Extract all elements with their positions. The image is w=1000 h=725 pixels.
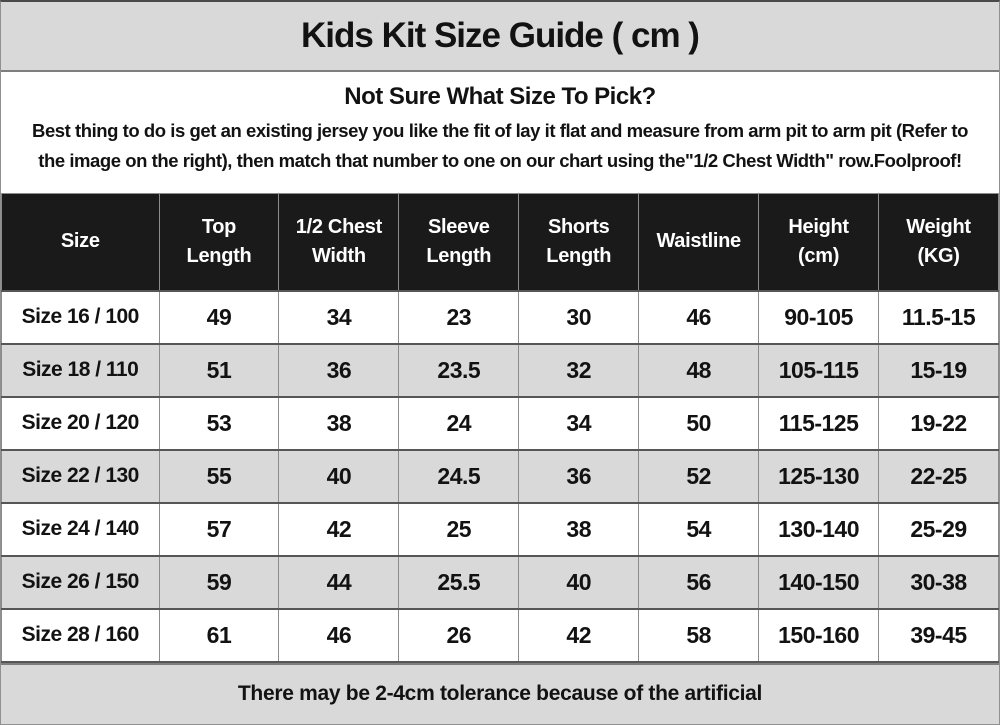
value-cell: 34 — [519, 397, 639, 450]
value-cell: 46 — [639, 291, 759, 344]
table-row — [2, 450, 999, 503]
size-cell: Size 24 / 140 — [2, 503, 160, 556]
value-cell: 30-38 — [879, 556, 999, 609]
col-header-shorts-length: Shorts Length — [519, 194, 639, 291]
value-cell: 40 — [519, 556, 639, 609]
value-cell: 11.5-15 — [879, 291, 999, 344]
value-cell: 59 — [159, 556, 279, 609]
value-cell: 25.5 — [399, 556, 519, 609]
value-cell: 48 — [639, 344, 759, 397]
value-cell: 25-29 — [879, 503, 999, 556]
col-header-size: Size — [2, 194, 160, 291]
table-row — [2, 609, 999, 662]
size-cell: Size 18 / 110 — [2, 344, 160, 397]
value-cell: 38 — [519, 503, 639, 556]
value-cell: 52 — [639, 450, 759, 503]
footer-text: There may be 2-4cm tolerance because of the artificial — [237, 682, 763, 706]
value-cell: 61 — [159, 609, 279, 662]
size-cell: Size 16 / 100 — [2, 291, 160, 344]
value-cell: 38 — [279, 397, 399, 450]
value-cell: 125-130 — [759, 450, 879, 503]
table-row — [2, 556, 999, 609]
intro-section — [1, 72, 999, 193]
value-cell: 56 — [639, 556, 759, 609]
col-header-weight: Weight (KG) — [879, 194, 999, 291]
value-cell: 55 — [159, 450, 279, 503]
value-cell: 115-125 — [759, 397, 879, 450]
col-header-waistline: Waistline — [639, 194, 759, 291]
table-row — [2, 291, 999, 344]
size-cell: Size 26 / 150 — [2, 556, 160, 609]
value-cell: 42 — [279, 503, 399, 556]
value-cell: 140-150 — [759, 556, 879, 609]
value-cell: 24 — [399, 397, 519, 450]
value-cell: 34 — [279, 291, 399, 344]
value-cell: 25 — [399, 503, 519, 556]
value-cell: 57 — [159, 503, 279, 556]
value-cell: 15-19 — [879, 344, 999, 397]
col-header-height: Height (cm) — [759, 194, 879, 291]
value-cell: 130-140 — [759, 503, 879, 556]
col-header-chest-width: 1/2 Chest Width — [279, 194, 399, 291]
value-cell: 54 — [639, 503, 759, 556]
size-cell: Size 28 / 160 — [2, 609, 160, 662]
value-cell: 23 — [399, 291, 519, 344]
value-cell: 32 — [519, 344, 639, 397]
value-cell: 44 — [279, 556, 399, 609]
value-cell: 51 — [159, 344, 279, 397]
size-cell: Size 20 / 120 — [2, 397, 160, 450]
value-cell: 42 — [519, 609, 639, 662]
table-row — [2, 344, 999, 397]
value-cell: 22-25 — [879, 450, 999, 503]
value-cell: 36 — [279, 344, 399, 397]
intro-heading: Not Sure What Size To Pick? — [344, 83, 656, 110]
value-cell: 90-105 — [759, 291, 879, 344]
table-row — [2, 397, 999, 450]
value-cell: 39-45 — [879, 609, 999, 662]
intro-body: Best thing to do is get an existing jersey you like the fit of lay it flat and measure from arm pit to arm pit (Refer to the image on the right), then match that number to one on our chart using the"1/2 Chest Width" row.Foolproof! — [32, 120, 968, 171]
value-cell: 58 — [639, 609, 759, 662]
table-row — [2, 503, 999, 556]
value-cell: 40 — [279, 450, 399, 503]
value-cell: 46 — [279, 609, 399, 662]
value-cell: 105-115 — [759, 344, 879, 397]
value-cell: 53 — [159, 397, 279, 450]
col-header-top-length: Top Length — [159, 194, 279, 291]
value-cell: 19-22 — [879, 397, 999, 450]
size-cell: Size 22 / 130 — [2, 450, 160, 503]
value-cell: 30 — [519, 291, 639, 344]
value-cell: 26 — [399, 609, 519, 662]
title-bar — [1, 2, 999, 72]
value-cell: 24.5 — [399, 450, 519, 503]
col-header-sleeve-length: Sleeve Length — [399, 194, 519, 291]
header-row — [2, 194, 999, 291]
value-cell: 23.5 — [399, 344, 519, 397]
value-cell: 150-160 — [759, 609, 879, 662]
value-cell: 49 — [159, 291, 279, 344]
value-cell: 36 — [519, 450, 639, 503]
size-guide-table — [1, 193, 999, 663]
page-title: Kids Kit Size Guide ( cm ) — [301, 16, 699, 55]
value-cell: 50 — [639, 397, 759, 450]
footer-note — [1, 663, 999, 725]
